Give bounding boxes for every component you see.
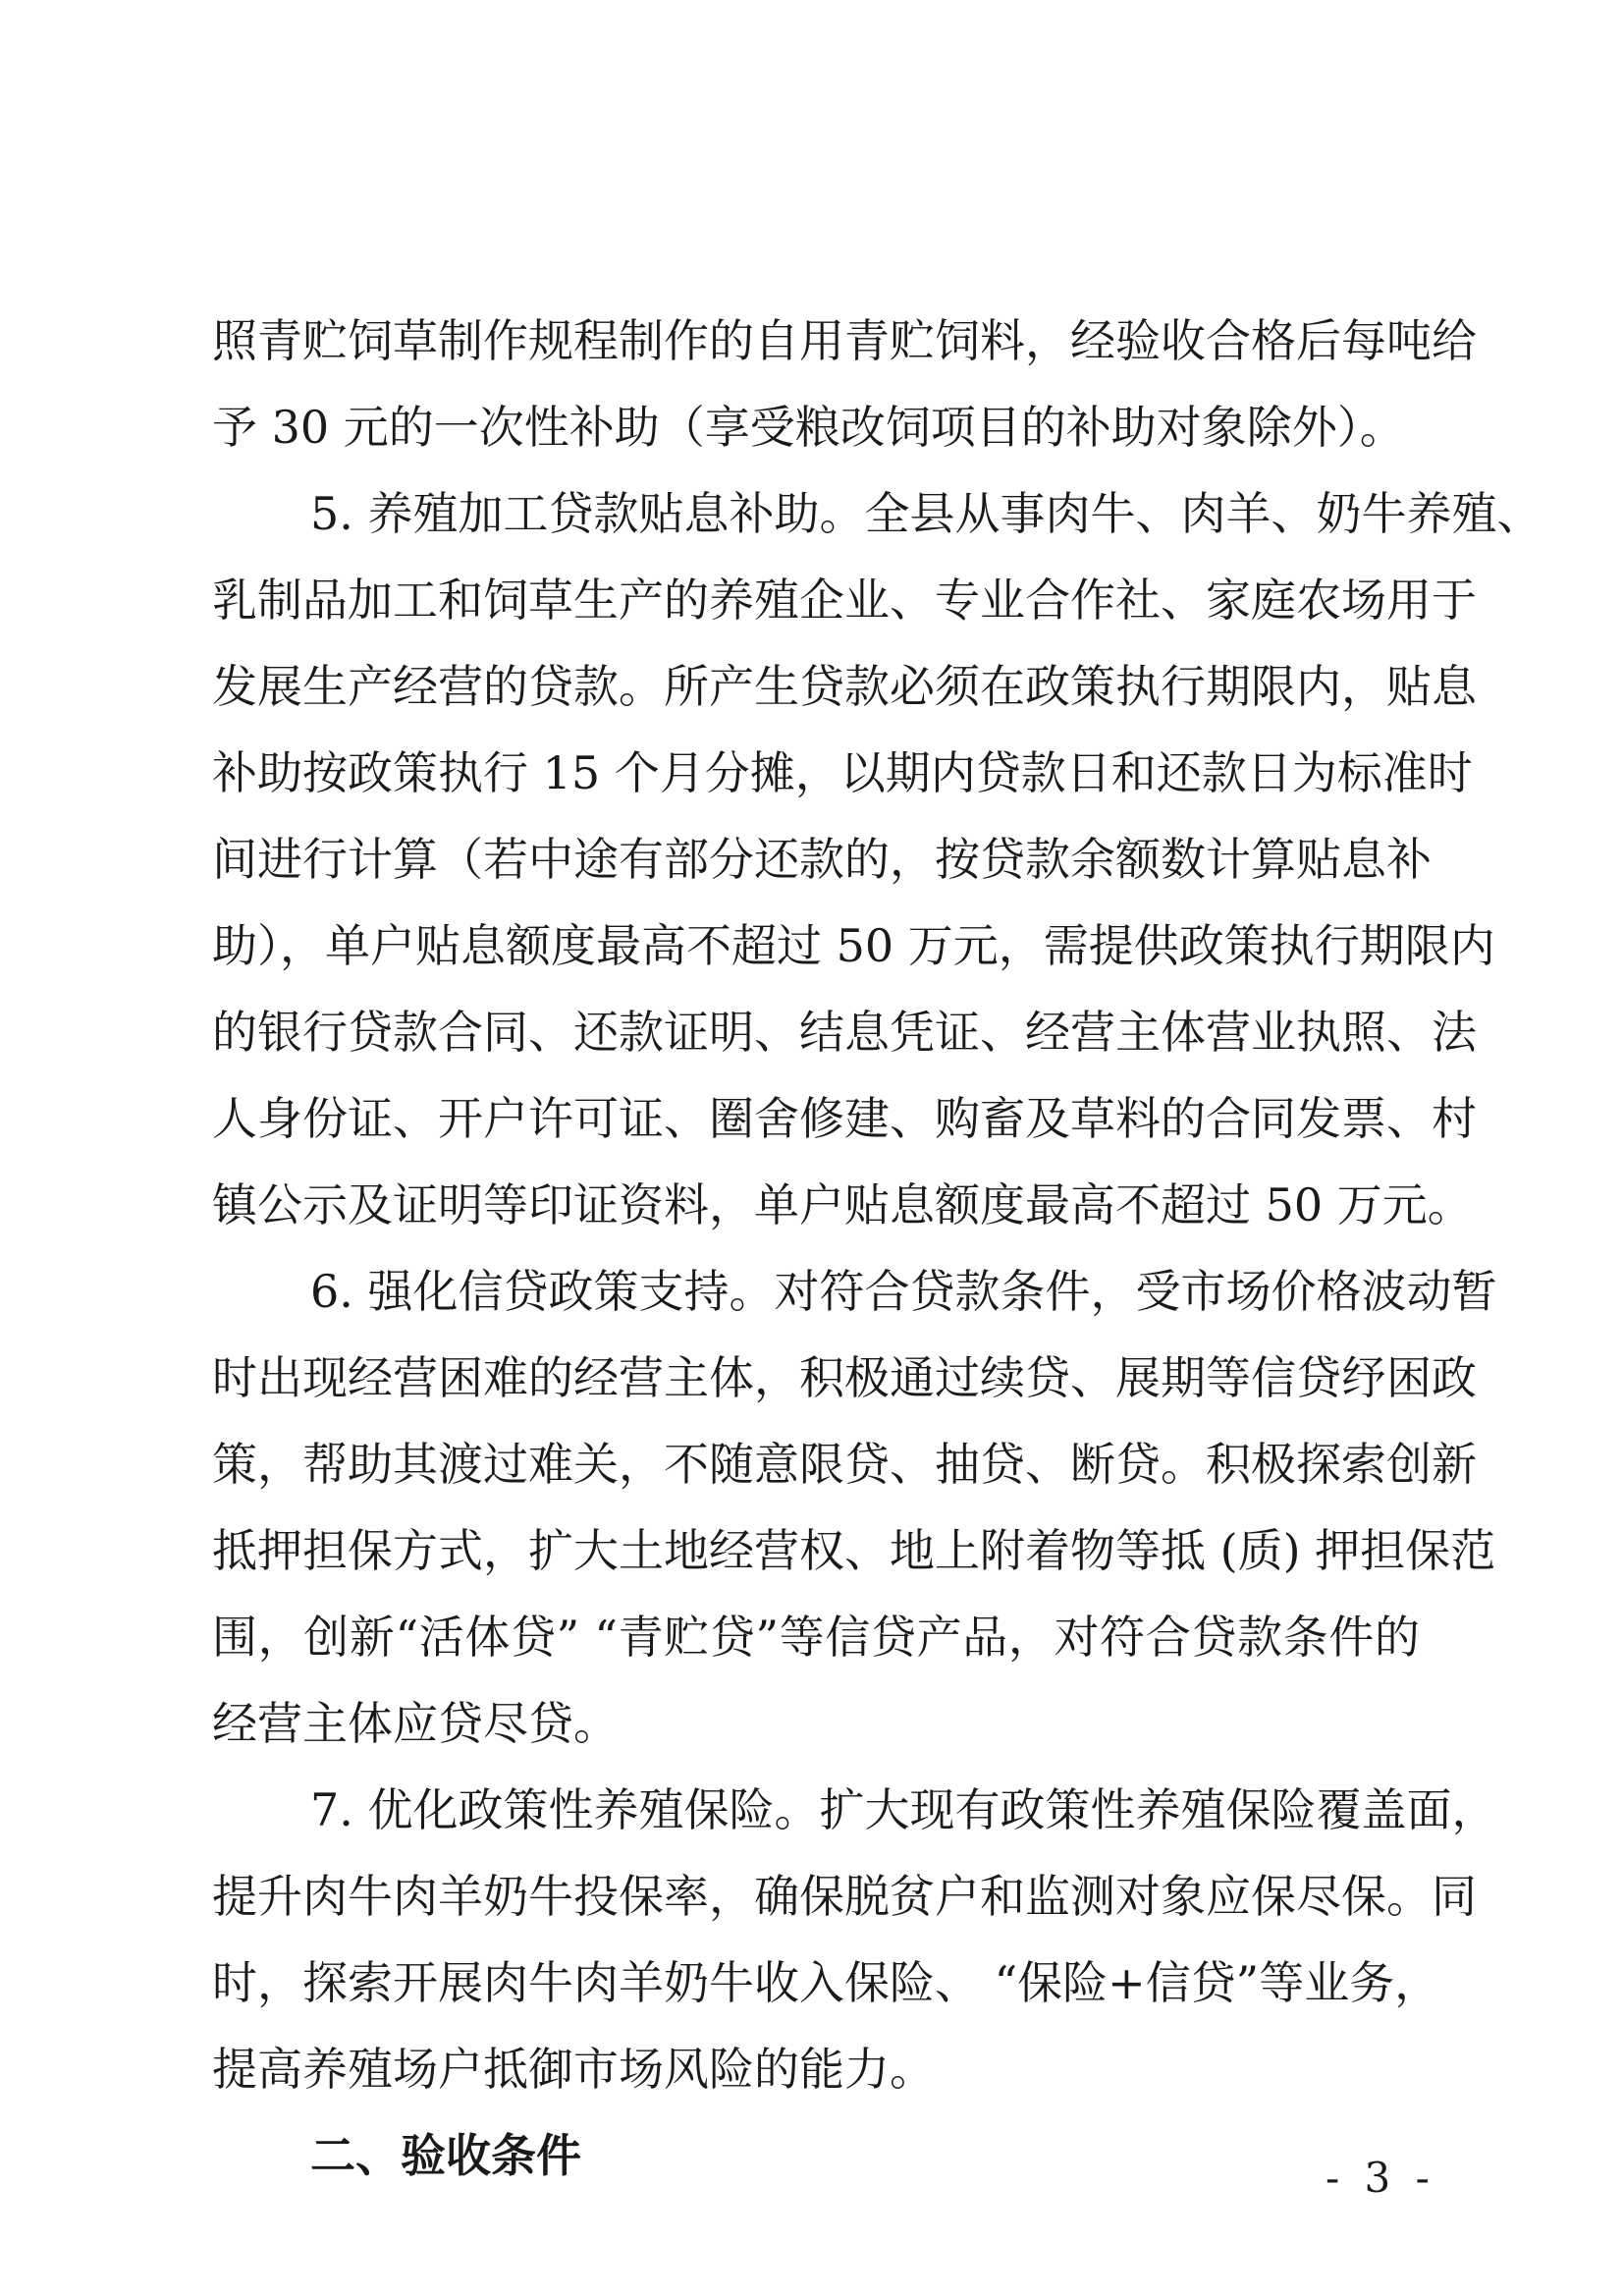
paragraph-line: 乳制品加工和饲草生产的养殖企业、专业合作社、家庭农场用于 bbox=[212, 574, 1477, 627]
paragraph-line: 7. 优化政策性养殖保险。扩大现有政策性养殖保险覆盖面， bbox=[310, 1783, 1497, 1836]
paragraph-line: 5. 养殖加工贷款贴息补助。全县从事肉牛、肉羊、奶牛养殖、 bbox=[310, 487, 1542, 540]
paragraph-line: 发展生产经营的贷款。所产生贷款必须在政策执行期限内，贴息 bbox=[212, 660, 1477, 713]
paragraph-line: 照青贮饲草制作规程制作的自用青贮饲料，经验收合格后每吨给 bbox=[212, 314, 1477, 367]
paragraph-line: 提高养殖场户抵御市场风险的能力。 bbox=[212, 2043, 935, 2096]
section-heading: 二、验收条件 bbox=[310, 2129, 581, 2182]
paragraph-line: 抵押担保方式，扩大土地经营权、地上附着物等抵 (质) 押担保范 bbox=[212, 1524, 1496, 1577]
paragraph-line: 助），单户贴息额度最高不超过 50 万元，需提供政策执行期限内 bbox=[212, 919, 1495, 972]
paragraph-line: 时，探索开展肉牛肉羊奶牛收入保险、 “保险+信贷”等业务， bbox=[212, 1956, 1440, 2009]
page-number: - 3 - bbox=[1325, 2154, 1435, 2202]
paragraph-line: 间进行计算（若中途有部分还款的，按贷款余额数计算贴息补 bbox=[212, 833, 1432, 886]
paragraph-line: 补助按政策执行 15 个月分摊，以期内贷款日和还款日为标准时 bbox=[212, 746, 1473, 799]
paragraph-line: 人身份证、开户许可证、圈舍修建、购畜及草料的合同发票、村 bbox=[212, 1092, 1477, 1145]
paragraph-line: 围，创新“活体贷” “青贮贷”等信贷产品，对符合贷款条件的 bbox=[212, 1611, 1420, 1664]
paragraph-line: 的银行贷款合同、还款证明、结息凭证、经营主体营业执照、法 bbox=[212, 1006, 1477, 1059]
paragraph-line: 时出现经营困难的经营主体，积极通过续贷、展期等信贷纾困政 bbox=[212, 1351, 1477, 1404]
paragraph-line: 予 30 元的一次性补助（享受粮改饲项目的补助对象除外）。 bbox=[212, 401, 1405, 454]
paragraph-line: 提升肉牛肉羊奶牛投保率，确保脱贫户和监测对象应保尽保。同 bbox=[212, 1870, 1477, 1923]
paragraph-line: 6. 强化信贷政策支持。对符合贷款条件，受市场价格波动暂 bbox=[310, 1265, 1497, 1318]
paragraph-line: 经营主体应贷尽贷。 bbox=[212, 1697, 619, 1750]
paragraph-line: 策，帮助其渡过难关，不随意限贷、抽贷、断贷。积极探索创新 bbox=[212, 1438, 1477, 1491]
paragraph-line: 镇公示及证明等印证资料，单户贴息额度最高不超过 50 万元。 bbox=[212, 1178, 1473, 1231]
